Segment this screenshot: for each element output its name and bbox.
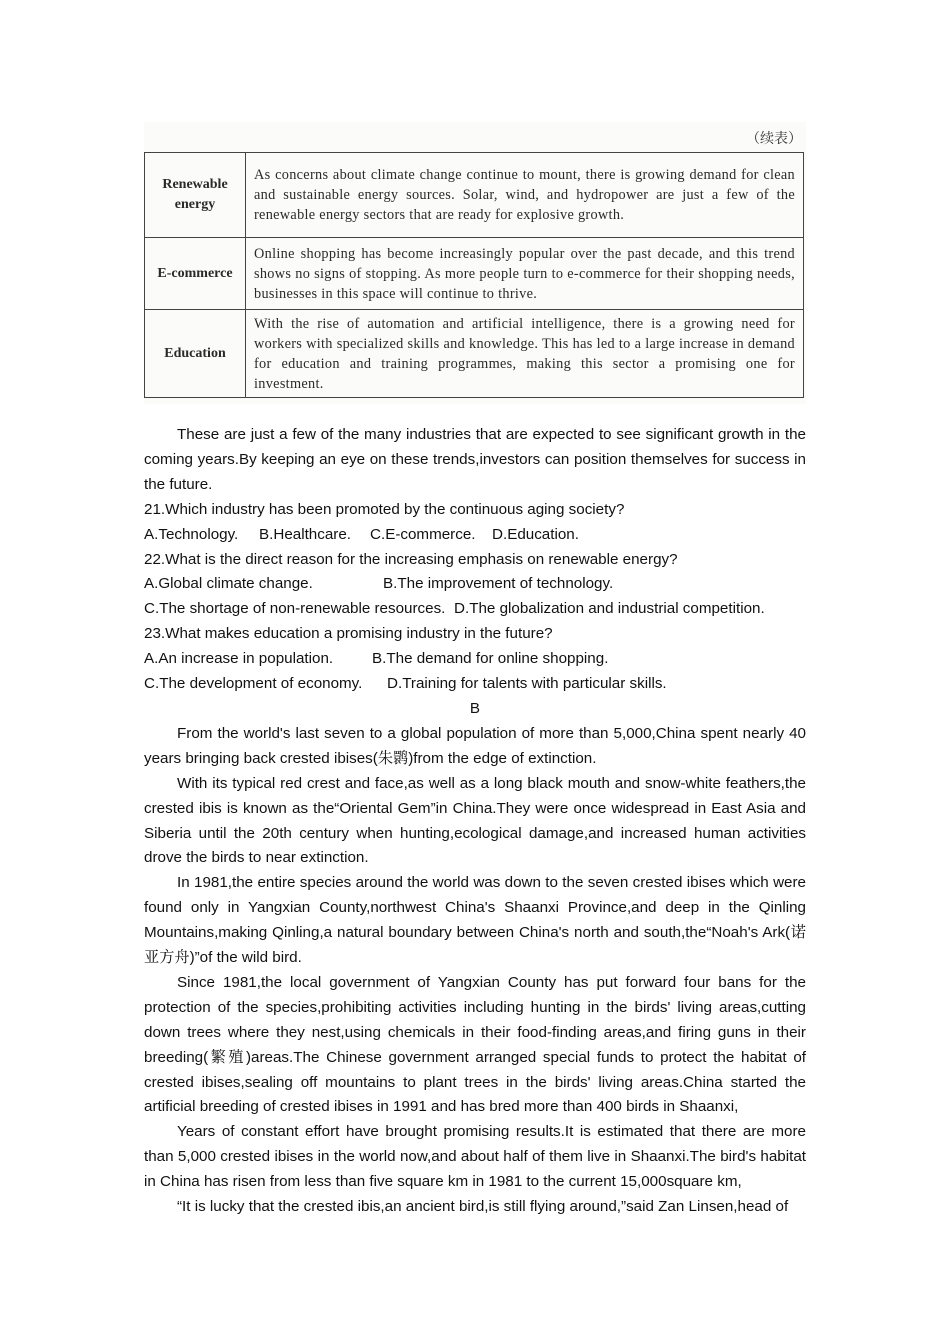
row-body-ecommerce: Online shopping has become increasingly popular over the past decade, and this trend shows no signs of stopping. As more people turn to e-commerce for their shopping needs, businesses in this space will continue to thrive. [246,238,804,310]
row-body-education: With the rise of automation and artificial intelligence, there is a growing need for workers with specialized skills and knowledge. This has led to a large increase in demand for education and training programmes, making this sector a promising one for investment. [246,310,804,398]
question-23-options-1 [144,647,806,672]
question-21-stem: 21.Which industry has been promoted by the continuous aging society? [144,500,625,518]
passage-b-paragraph: “It is lucky that the crested ibis,an ancient bird,is still flying around,”said Zan Linsen,head of [177,1198,789,1216]
passage-b-paragraph: Since 1981,the local government of Yangxian County has put forward four bans for the protection of the species,prohibiting activities including hunting in the birds' living areas,cutting down trees where they nest,using chemicals in their food-finding areas,and firing guns in their breeding(繁殖)areas.The Chinese government arranged special funds to protect the habitat of crested ibises,sealing off mountains to plant trees in the birds' living areas.China started the artificial breeding of crested ibises in 1991 and has bred more than 400 birds in Shaanxi, [144,973,806,1116]
table-row [145,153,804,238]
section-b-label: B [469,699,481,717]
question-23-options-2 [144,672,806,697]
row-body-renewable: As concerns about climate change continue to mount, there is growing demand for clean and sustainable energy sources. Solar, wind, and hydropower are just a few of the renewable energy sectors that are ready for explosive growth. [246,153,804,238]
q21-option-c: C.E-commerce. [370,525,476,543]
document-body [144,423,806,1220]
q21-option-d: D.Education. [492,525,579,543]
question-21-options [144,523,806,548]
passage-b-paragraph: From the world's last seven to a global population of more than 5,000,China spent nearly 40 years bringing back crested ibises(朱鹮)from the edge of extinction. [144,724,806,767]
question-23-stem: 23.What makes education a promising industry in the future? [144,625,553,643]
industry-table [144,152,804,398]
passage-b-paragraph: With its typical red crest and face,as well as a long black mouth and snow-white feathers,the crested ibis is known as the“Oriental Gem”in China.They were once widespread in East Asia and Siberia until the 20th century when hunting,ecological damage,and increased human activities drove the birds to near extinction. [144,774,806,867]
scanned-table-image [144,122,806,404]
question-22-options-1 [144,572,806,597]
row-head-education: Education [145,310,246,398]
question-22-stem: 22.What is the direct reason for the increasing emphasis on renewable energy? [144,550,678,568]
q23-option-b: B.The demand for online shopping. [372,650,609,668]
table-row [145,310,804,398]
q22-option-a: A.Global climate change. [144,575,313,593]
q23-option-c: C.The development of economy. [144,675,363,693]
q22-option-d: D.The globalization and industrial competition. [454,600,765,618]
q23-option-d: D.Training for talents with particular skills. [387,675,667,693]
conclusion-paragraph: These are just a few of the many industries that are expected to see significant growth in the coming years.By keeping an eye on these trends,investors can position themselves for success in the future. [144,426,806,493]
table-row [145,238,804,310]
row-head-renewable: Renewable energy [145,153,246,238]
row-head-ecommerce: E-commerce [145,238,246,310]
passage-b-paragraph: Years of constant effort have brought promising results.It is estimated that there are more than 5,000 crested ibises in the world now,and about half of them live in Shaanxi.The bird's habitat in China has risen from less than five square km in 1981 to the current 15,000square km, [144,1123,806,1191]
continued-label: （续表） [746,131,802,147]
q22-option-c: C.The shortage of non-renewable resources. [144,600,446,618]
q23-option-a: A.An increase in population. [144,650,334,668]
question-22-options-2 [144,597,806,622]
passage-b-paragraph: In 1981,the entire species around the world was down to the seven crested ibises which were found only in Yangxian County,northwest China's Shaanxi Province,and deep in the Qinling Mountains,making Qinling,a natural boundary between China's north and south,the“Noah's Ark(诺亚方舟)”of the wild bird. [144,874,806,967]
q22-option-b: B.The improvement of technology. [383,575,614,593]
q21-option-a: A.Technology. [144,525,239,543]
q21-option-b: B.Healthcare. [259,525,352,543]
